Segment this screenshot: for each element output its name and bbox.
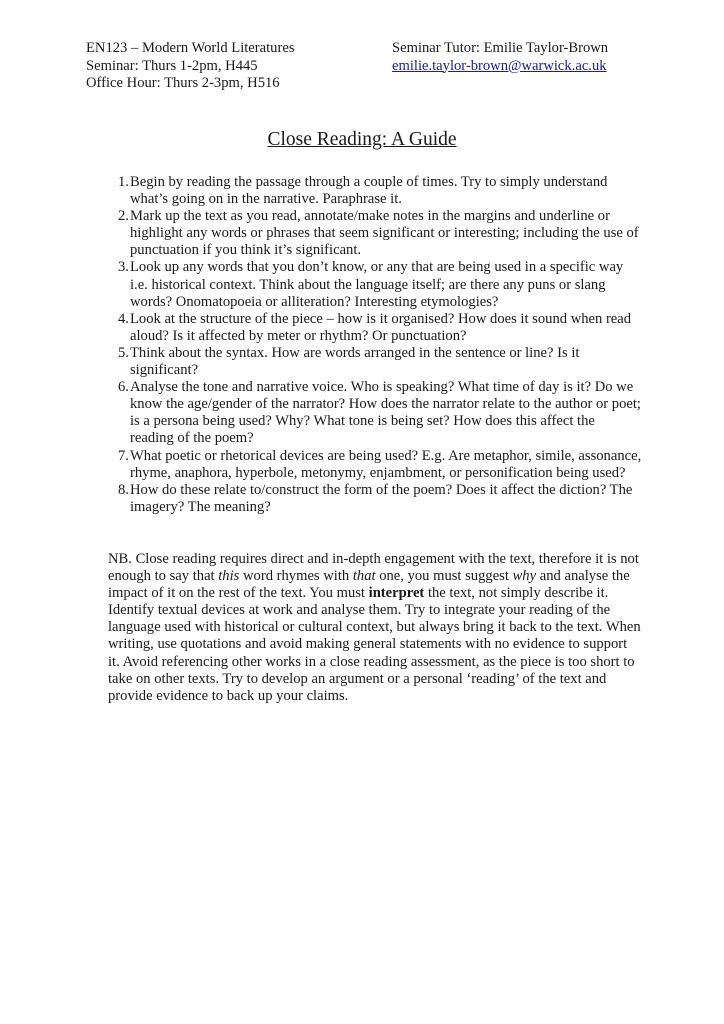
step-text: Analyse the tone and narrative voice. Who is speaking? What time of day is it? Do we know the age/gender of the narrator? How does the narrator relate to the author or poet; is a persona being used? Why? What tone is being set? How does this affect the reading of the poem?	[130, 379, 641, 447]
steps-list	[86, 174, 642, 516]
note-text: NB. Close reading requires direct and in-depth engagement with the text, therefore it is not enough to say that	[108, 551, 639, 585]
step-text: Look at the structure of the piece – how is it organised? How does it sound when read aloud? Is it affected by meter or rhythm? Or punctuation?	[130, 310, 632, 344]
course-title: EN123 – Modern World Literatures	[86, 40, 295, 56]
page-title: Close Reading: A Guide	[267, 129, 457, 150]
step-number: 3.	[118, 259, 129, 276]
header-row-1	[86, 40, 646, 58]
nb-paragraph	[108, 551, 642, 705]
note-text: word rhymes with	[239, 568, 353, 585]
step-number: 8.	[118, 481, 129, 498]
list-item	[86, 345, 642, 379]
step-text: How do these relate to/construct the form of the poem? Does it affect the diction? The imagery? The meaning?	[130, 481, 633, 515]
list-item	[86, 482, 642, 516]
step-number: 7.	[118, 447, 129, 464]
step-number: 4.	[118, 310, 129, 327]
list-item	[86, 208, 642, 259]
step-text: Begin by reading the passage through a couple of times. Try to simply understand what’s going on in the narrative. Paraphrase it.	[130, 174, 608, 208]
office-hour: Office Hour: Thurs 2-3pm, H516	[86, 75, 280, 91]
step-number: 2.	[118, 208, 129, 225]
note-bold: interpret	[368, 585, 425, 602]
step-text: Think about the syntax. How are words arranged in the sentence or line? Is it significant?	[130, 344, 580, 379]
step-number: 5.	[118, 344, 129, 361]
seminar-time: Seminar: Thurs 1-2pm, H445	[86, 57, 258, 74]
step-number: 6.	[118, 379, 129, 396]
list-item	[86, 448, 642, 482]
list-item	[86, 259, 642, 310]
list-item	[86, 311, 642, 345]
step-text: What poetic or rhetorical devices are being used? E.g. Are metaphor, simile, assonance, rhyme, anaphora, hyperbole, metonymy, enjambment, or personification being used?	[130, 447, 642, 481]
note-text: the text, not simply describe it. Identify textual devices at work and analyse them. Try to integrate your reading of the language used with historical or cultural context, but always bring it back to the text. When writing, use quotations and avoid making general statements with no evidence to support it. Avoid referencing other works in a close reading assessment, as the piece is too short to take on other texts. Try to develop an argument or a personal ‘reading’ of the text and provide evidence to back up your claims.	[108, 585, 641, 704]
note-emphasis: this	[218, 568, 240, 585]
note-text: one, you must suggest	[375, 568, 513, 585]
header-row-3	[86, 75, 646, 93]
list-item	[86, 174, 642, 208]
tutor-email-link[interactable]: emilie.taylor-brown@warwick.ac.uk	[392, 57, 607, 74]
page-header	[86, 40, 646, 93]
note-emphasis: why	[512, 568, 537, 585]
list-item	[86, 379, 642, 447]
note-text: and analyse the impact of it on the rest of the text. You must	[108, 568, 630, 602]
step-text: Look up any words that you don’t know, or any that are being used in a specific way i.e. historical context. Think about the language itself; are there any puns or slang words? Onomatopoeia or alliteration? Interesting etymologies?	[130, 259, 624, 310]
step-text: Mark up the text as you read, annotate/make notes in the margins and underline or highlight any words or phrases that seem significant or interesting; including the use of punctuation if you think it’s significant.	[130, 208, 639, 259]
seminar-tutor: Seminar Tutor: Emilie Taylor-Brown	[392, 40, 609, 56]
step-number: 1.	[118, 174, 129, 190]
header-row-2	[86, 58, 646, 76]
note-emphasis: that	[352, 568, 376, 585]
